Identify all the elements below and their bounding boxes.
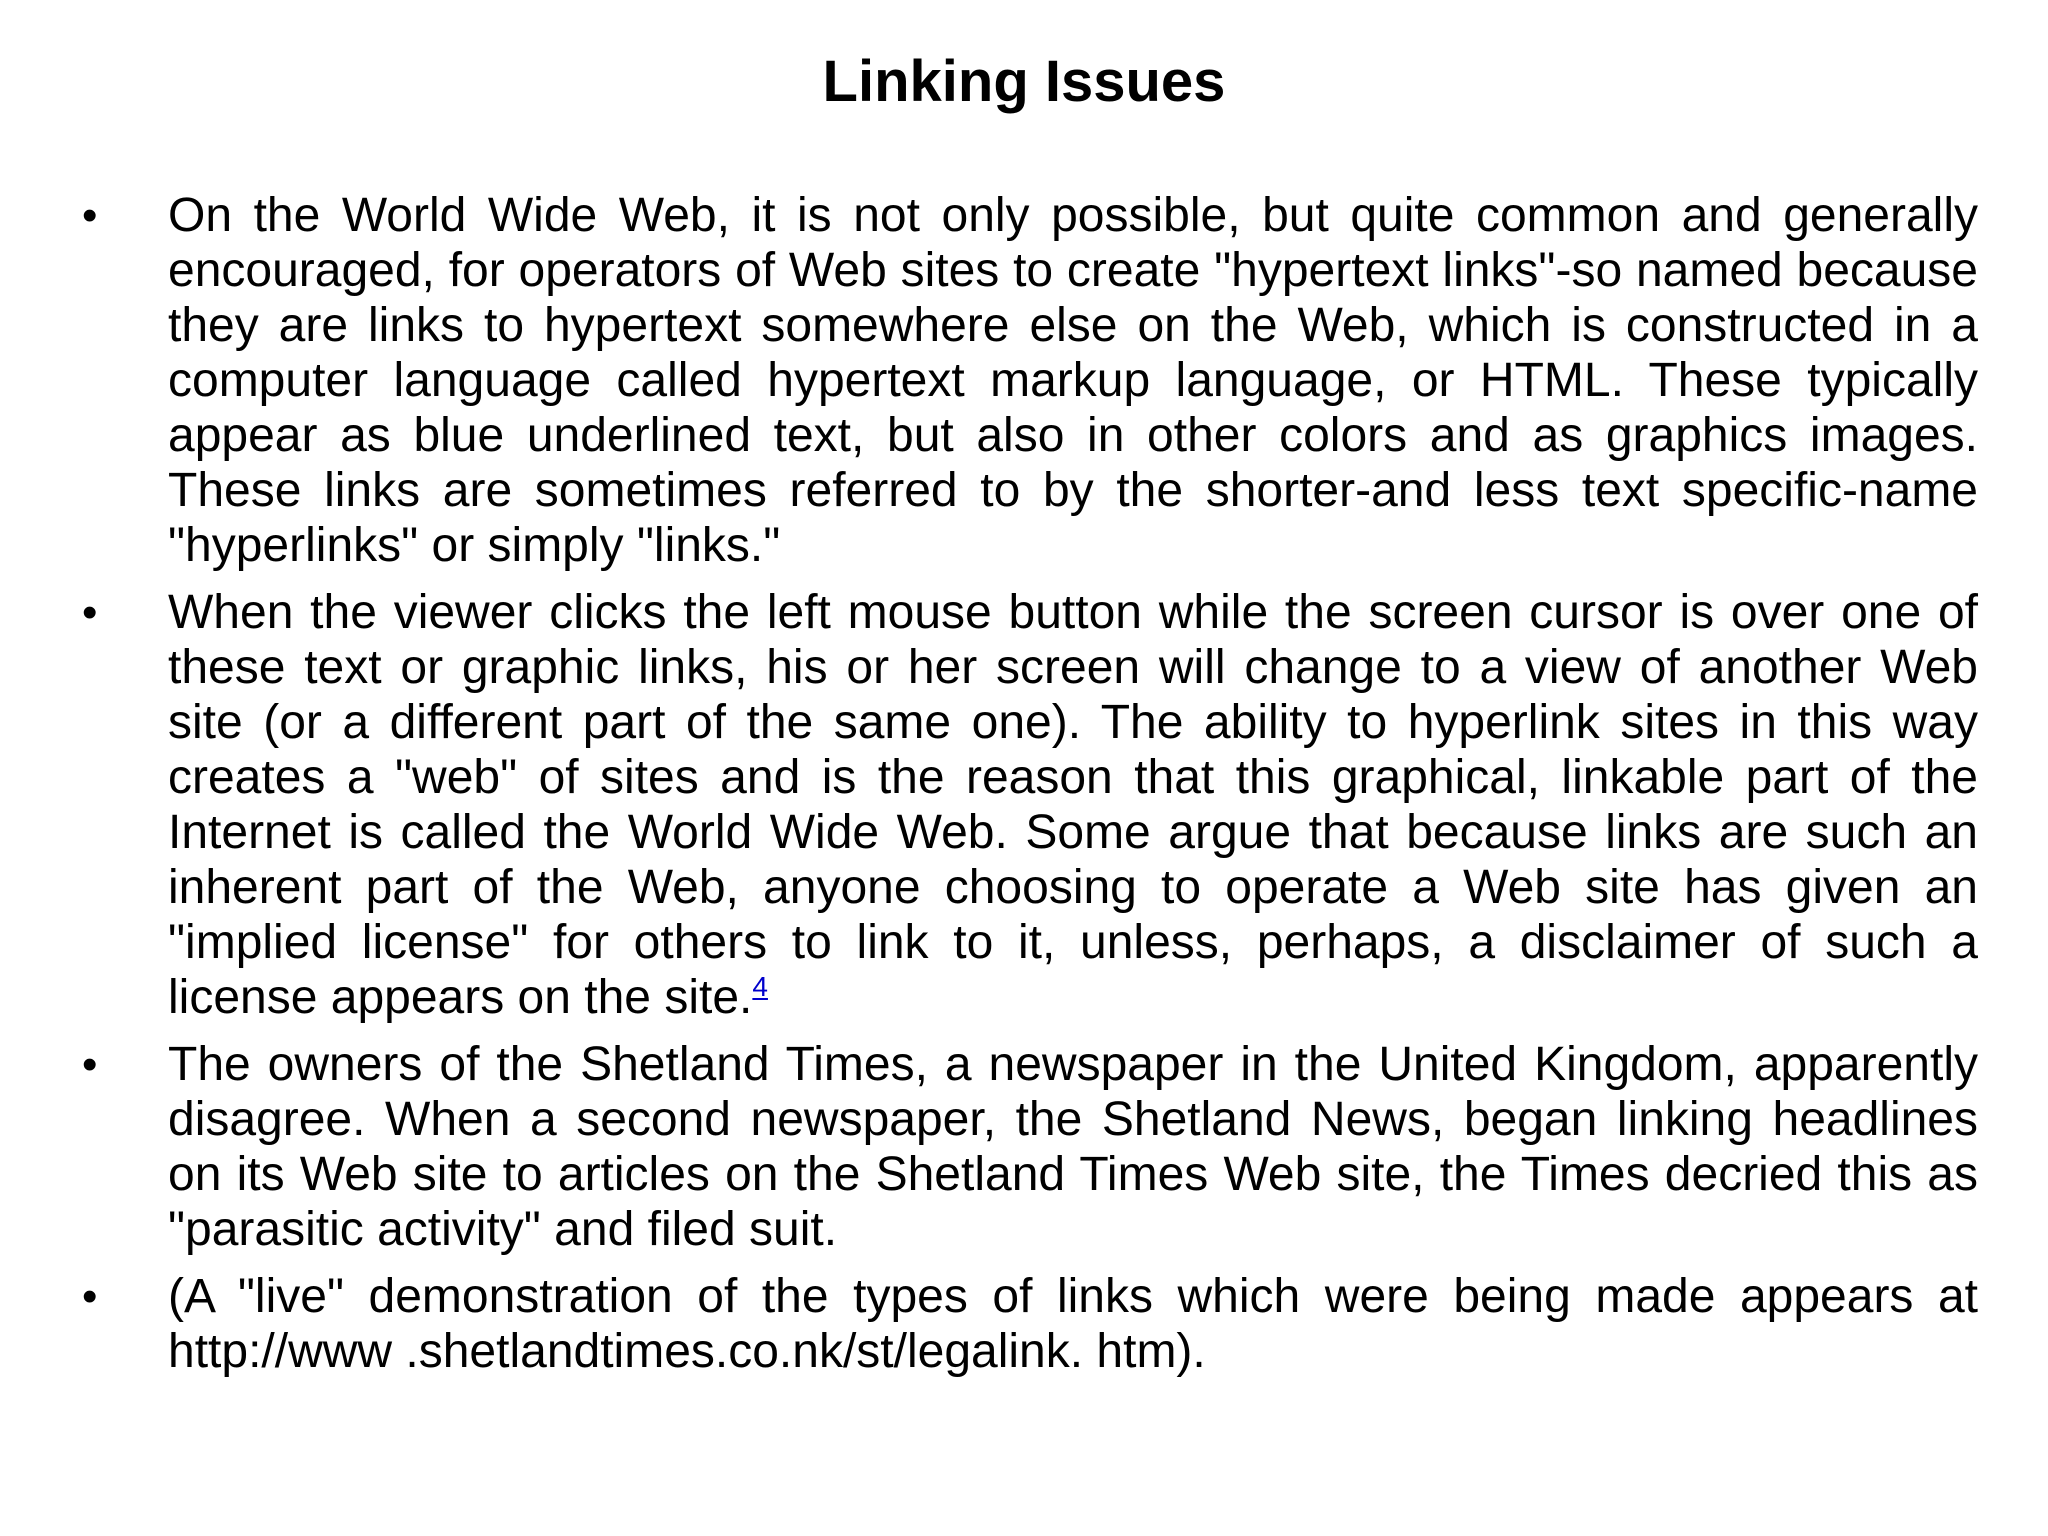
bullet-item xyxy=(82,585,1978,1025)
footnote-link[interactable]: 4 xyxy=(752,971,768,1002)
bullet-item xyxy=(82,1269,1978,1379)
bullet-dot-icon: • xyxy=(82,191,98,240)
bullet-dot-icon: • xyxy=(82,588,98,637)
bullet-text: When the viewer clicks the left mouse button while the screen cursor is over one of these text or graphic links, his or her screen will change to a view of another Web site (or a different part of the same one). The ability to hyperlink sites in this way creates a "web" of sites and is the reason that this graphical, linkable part of the Internet is called the World Wide Web. Some argue that because links are such an inherent part of the Web, anyone choosing to operate a Web site has given an "implied license" for others to link to it, unless, perhaps, a disclaimer of such a license appears on the site. xyxy=(168,586,1978,1024)
bullet-dot-icon: • xyxy=(82,1040,98,1089)
bullet-text: (A "live" demonstration of the types of links which were being made appears at http://www .shetlandtimes.co.nk/st/legalink. htm). xyxy=(168,1270,1978,1378)
bullet-text: The owners of the Shetland Times, a newspaper in the United Kingdom, apparently disagree. When a second newspaper, the Shetland News, began linking headlines on its Web site to articles on the Shetland Times Web site, the Times decried this as "parasitic activity" and filed suit. xyxy=(168,1038,1978,1256)
bullet-text: On the World Wide Web, it is not only possible, but quite common and generally encouraged, for operators of Web sites to create "hypertext links"-so named because they are links to hypertext somewhere else on the Web, which is constructed in a computer language called hypertext markup language, or HTML. These typically appear as blue underlined text, but also in other colors and as graphics images. These links are sometimes referred to by the shorter-and less text specific-name "hyperlinks" or simply "links." xyxy=(168,189,1978,572)
slide-title: Linking Issues xyxy=(822,49,1226,114)
bullet-item xyxy=(82,188,1978,573)
bullet-dot-icon: • xyxy=(82,1272,98,1321)
bullet-list xyxy=(82,188,1978,1391)
bullet-item xyxy=(82,1037,1978,1257)
